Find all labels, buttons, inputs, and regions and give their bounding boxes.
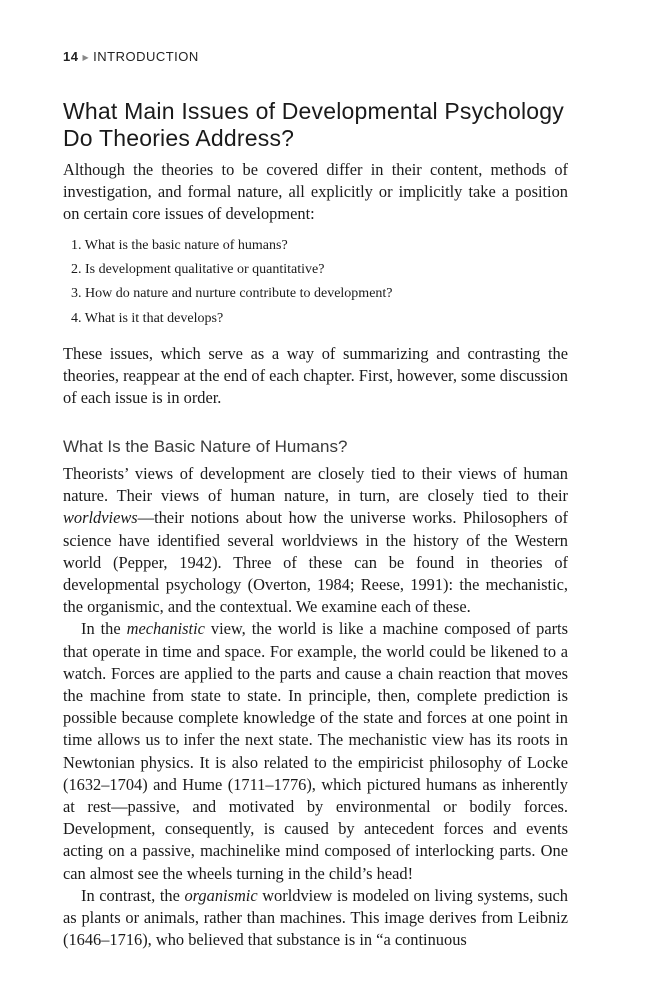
paragraph-text: In contrast, the bbox=[81, 885, 185, 905]
issue-item: 2. Is development qualitative or quantitative? bbox=[71, 262, 325, 278]
issue-item: 4. What is it that develops? bbox=[71, 310, 224, 326]
paragraph-text: view, the world is like a machine composed of parts that operate in time and space. For example, the world could be likened to a watch. Forces are applied to the parts and cause a chain reaction that moves the machine from state to state. In principle, then, complete prediction is possible because complete knowledge of the state and forces at one point in time allows us to infer the next state. The mechanistic view has its roots in Newtonian physics. It is also related to the empiricist philosophy of Locke (1632–1704) and Hume (1711–1776), which pictured humans as inherently at rest—passive, and motivated by environmental or bodily forces. Development, consequently, is caused by antecedent forces and events acting on a passive, machinelike mind composed of interlocking parts. One can almost see the wheels turning in the child’s head! bbox=[63, 619, 568, 883]
paragraph-text: Theorists’ views of development are closely tied to their views of human nature. Their views of human nature, in turn, are closely tied to their bbox=[63, 464, 568, 506]
issues-list bbox=[71, 234, 393, 331]
organismic-paragraph bbox=[63, 885, 568, 952]
triangle-right-icon: ▶ bbox=[82, 53, 90, 62]
worldviews-paragraph bbox=[63, 463, 568, 618]
paragraph-text: worldview is modeled on living systems, such as plants or animals, rather than machines. This image derives from Leibniz (1646–1716), who believed that substance is in “a continuous bbox=[63, 885, 568, 950]
issue-item: 1. What is the basic nature of humans? bbox=[71, 238, 288, 253]
running-head bbox=[63, 49, 199, 64]
issue-item: 3. How do nature and nurture contribute to development? bbox=[71, 286, 393, 302]
section-title: What Main Issues of Developmental Psychology Do Theories Address? bbox=[63, 98, 564, 151]
nature-section-body bbox=[63, 463, 568, 951]
subsection-title: What Is the Basic Nature of Humans? bbox=[63, 437, 348, 456]
term-organismic: organismic bbox=[184, 885, 258, 905]
mechanistic-paragraph bbox=[63, 618, 568, 884]
paragraph-text: —their notions about how the universe works. Philosophers of science have identified several worldviews in the history of the Western world (Pepper, 1942). Three of these can be found in theories of developmental psychology (Overton, 1984; Reese, 1991): the mechanistic, the organismic, and the contextual. We examine each of these. bbox=[63, 508, 568, 617]
page-number: 14 bbox=[63, 49, 79, 64]
intro-paragraph: Although the theories to be covered differ in their content, methods of investigation, and formal nature, all explicitly or implicitly take a position on certain core issues of development: bbox=[63, 160, 568, 224]
term-mechanistic: mechanistic bbox=[126, 619, 205, 639]
term-worldviews: worldviews bbox=[63, 508, 138, 528]
paragraph-text: In the bbox=[81, 619, 127, 639]
summary-paragraph: These issues, which serve as a way of summarizing and contrasting the theories, reappear at the end of each chapter. First, however, some discussion of each issue is in order. bbox=[63, 344, 569, 408]
running-head-section: INTRODUCTION bbox=[93, 49, 199, 64]
